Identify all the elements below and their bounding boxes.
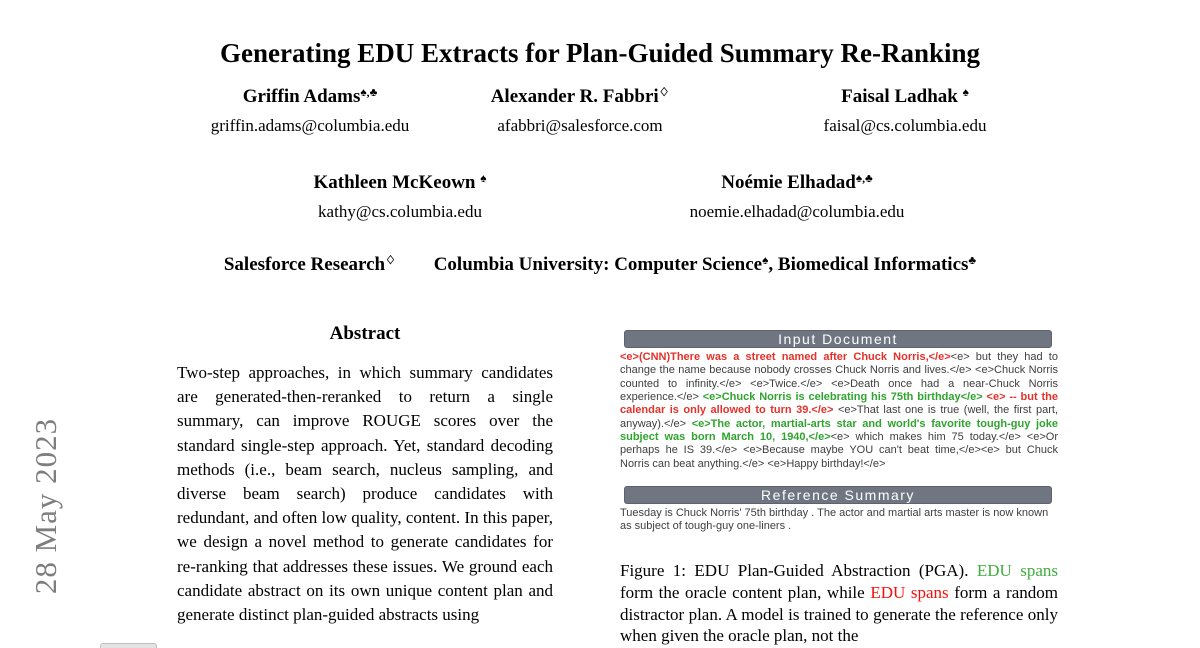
author-block-griffin-adams (155, 86, 465, 136)
author-name: Noémie Elhadad♠,♣ (721, 171, 873, 193)
affiliation-columbia: Columbia University: Computer Science♠, Biomedical Informatics♣ (433, 253, 977, 275)
input-document-text: <e>(CNN)There was a street named after Chuck Norris,</e><e> but they had to change the name because nobody crosses Chuck Norris and lives.</e> <e>Chuck Norris counted to infinity.</e> <e>Twice.</e> <e>Death once had a near-Chuck Norris experience.</e> <e>Chuck Norris is celebrating his 75th birthday</e> <e> -- but the calendar is only allowed to turn 39.</e> <e>That last one is true (well, the first part, anyway).</e> <e>The actor, martial-arts star and world's favorite tough-guy joke subject was born March 10, 1940,</e><e> which makes him 75 today.</e> <e>Or perhaps he IS 39.</e> <e>Because maybe YOU can't beat time,</e><e> but Chuck Norris can beat anything.</e> <e>Happy birthday!</e> (620, 351, 1059, 470)
arxiv-date-watermark: 28 May 2023 (28, 417, 63, 595)
author-block-alexander-fabbri (425, 86, 735, 136)
author-email: faisal@cs.columbia.edu (823, 116, 987, 135)
author-email: kathy@cs.columbia.edu (318, 202, 482, 221)
author-block-kathleen-mckeown (245, 172, 555, 222)
abstract-text: Two-step approaches, in which summary candidates are generated-then-reranked to return a single summary, can improve ROUGE scores over the standard single-step approach. Yet, standard decoding methods (i.e., beam search, nucleus sampling, and diverse beam search) produce candidates with redundant, and often low quality, content. In this paper, we design a novel method to generate candidates for re-ranking that addresses these issues. We ground each candidate abstract on its own unique content plan and generate distinct plan-guided abstracts using (177, 363, 553, 625)
abstract-heading: Abstract (329, 323, 401, 344)
author-block-faisal-ladhak (750, 86, 1060, 136)
author-name: Kathleen McKeown ♠ (313, 171, 487, 193)
reference-summary-header: Reference Summary (624, 486, 1052, 504)
input-document-header: Input Document (624, 330, 1052, 348)
affiliation-salesforce: Salesforce Research♢ (223, 253, 396, 275)
author-name: Alexander R. Fabbri♢ (490, 85, 670, 107)
author-email: noemie.elhadad@columbia.edu (689, 202, 905, 221)
author-email: griffin.adams@columbia.edu (210, 116, 410, 135)
reference-summary-text: Tuesday is Chuck Norris' 75th birthday . The actor and martial arts master is now known as subject of tough-guy one-liners . (620, 507, 1049, 533)
author-email: afabbri@salesforce.com (497, 116, 663, 135)
paper-title: Generating EDU Extracts for Plan-Guided Summary Re-Ranking (220, 38, 980, 68)
figure1-caption: Figure 1: EDU Plan-Guided Abstraction (PGA). EDU spans form the oracle content plan, while EDU spans form a random distractor plan. A model is trained to generate the reference only when given the oracle plan, not the (620, 561, 1058, 646)
author-name: Faisal Ladhak ♠ (841, 85, 969, 107)
clipped-box-artifact (100, 643, 157, 648)
author-block-noemie-elhadad (642, 172, 952, 222)
affiliation-line (0, 254, 1200, 276)
author-name: Griffin Adams♠,♣ (242, 85, 378, 107)
